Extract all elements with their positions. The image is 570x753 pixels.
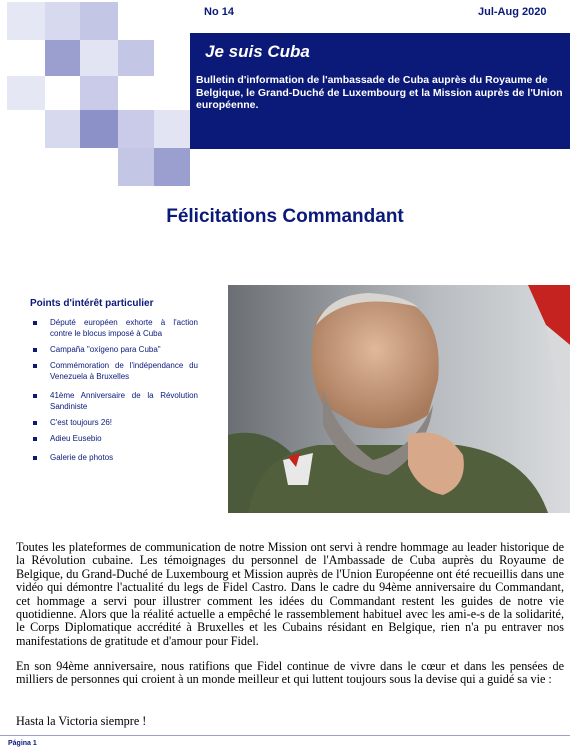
banner-subtitle: Bulletin d'information de l'ambassade de Cuba auprès du Royaume de Belgique, le Grand-Duché de Luxembourg et la Mission auprès de l'Union européenne. (196, 74, 563, 111)
body-paragraph-1: Toutes les plateformes de communication de notre Mission ont servi à rendre hommage au leader historique de la Révolution cubaine. Les témoignages du personnel de l'Ambassade de Cuba auprès du Royaume de Belgique, du Grand-Duché de Luxembourg et Mission auprès de l'Union Européenne ont été recueillis dans une vidéo qui démontre l'actualité du legs de Fidel Castro. Dans le cadre du 94ème anniversaire du Commandant, cet hommage a servi pour illustrer comment les idées du Commandant restent les guides de notre vie quotidienne. Alors que la réalité actuelle a empêché le rassemblement habituel avec les ami-e-s de la solidarité, le Corps Diplomatique accrédité à Bruxelles et les Cubains résidant en Belgique, rien n'a pu entraver nos manifestations de gratitude et d'amour pour Fidel. (16, 540, 564, 648)
decorative-square (80, 110, 118, 148)
body-paragraph-2: En son 94ème anniversaire, nous ratifions que Fidel continue de vivre dans le cœur et dans les pensées de milliers de personnes qui croient à un monde meilleur et qui luttent toujours sous la devise qui a guidé sa vie : (16, 659, 564, 687)
points-item: Campaña "oxígeno para Cuba" (28, 345, 198, 361)
page-number: Página 1 (8, 740, 37, 747)
issue-date: Jul-Aug 2020 (478, 6, 547, 18)
decorative-square (118, 148, 154, 186)
decorative-square (80, 2, 118, 40)
decorative-square (118, 110, 154, 148)
points-item: Député européen exhorte à l'action contre le blocus imposé à Cuba (28, 318, 198, 345)
decorative-square (45, 110, 81, 148)
decorative-square (154, 110, 190, 148)
decorative-square (45, 40, 81, 76)
portrait-photo (228, 285, 570, 513)
decorative-square (80, 40, 118, 76)
points-item: Commémoration de l'indépendance du Venezuela à Bruxelles (28, 361, 198, 391)
decorative-square (80, 76, 118, 110)
banner-title: Je suis Cuba (205, 42, 310, 61)
decorative-square (7, 76, 45, 110)
page-title: Félicitations Commandant (166, 206, 404, 227)
footer-divider (0, 735, 570, 736)
decorative-square (45, 2, 81, 40)
body-paragraph-3: Hasta la Victoria siempre ! (16, 714, 147, 728)
points-list (28, 318, 198, 465)
decorative-square (118, 40, 154, 76)
points-item: Adieu Eusebio (28, 434, 198, 453)
points-item: Galerie de photos (28, 453, 198, 465)
points-heading: Points d'intérêt particulier (30, 298, 154, 309)
points-item: 41ème Anniversaire de la Révolution Sandiniste (28, 391, 198, 418)
decorative-square (7, 2, 45, 40)
points-item: C'est toujours 26! (28, 418, 198, 434)
issue-number: No 14 (204, 6, 234, 18)
decorative-square (154, 148, 190, 186)
